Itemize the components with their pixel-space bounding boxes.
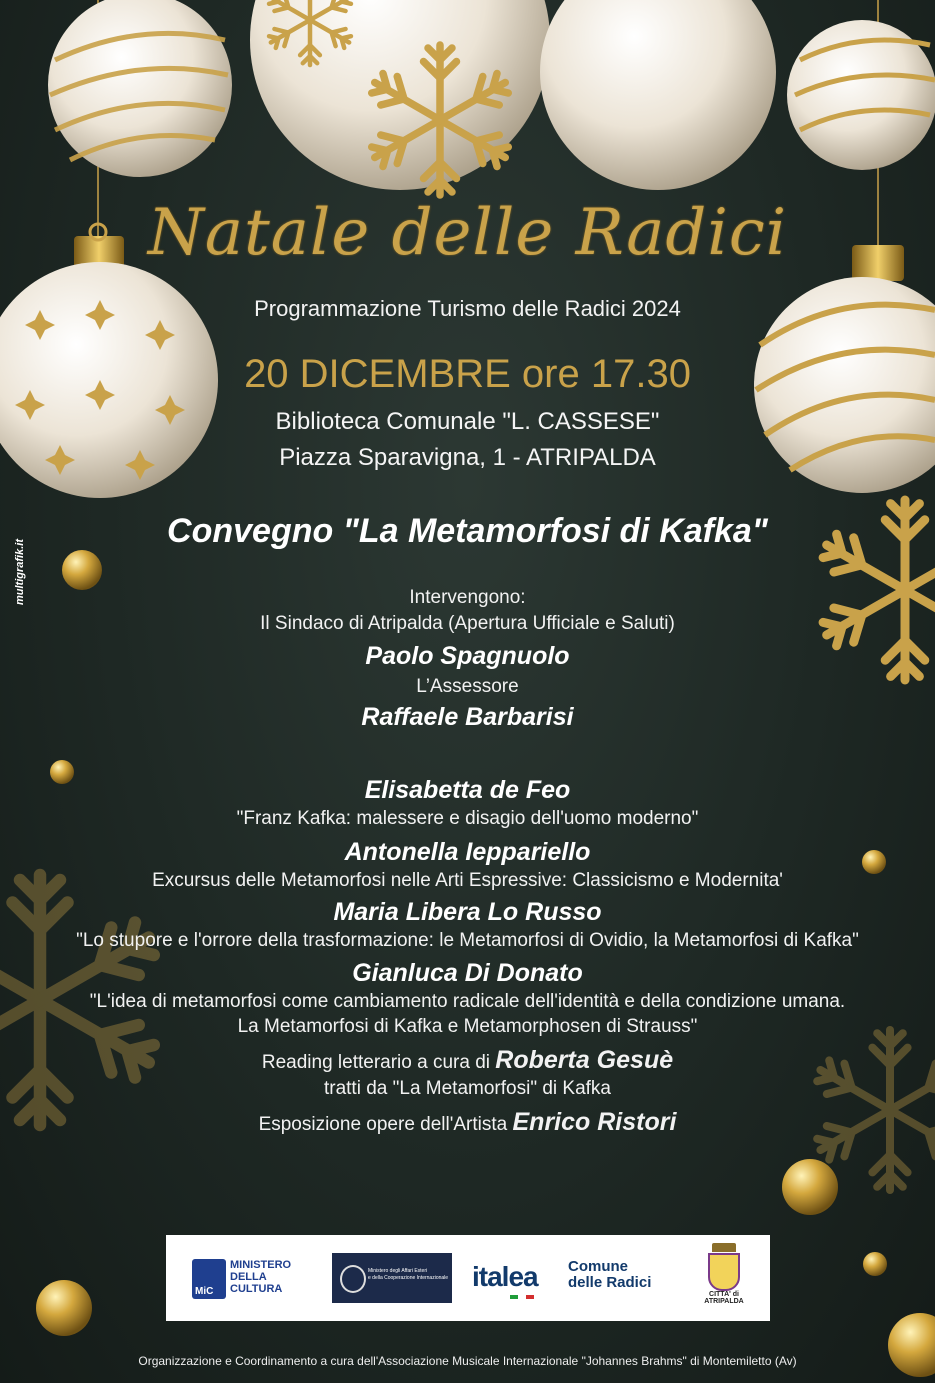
speaker-name: Gianluca Di Donato [352,959,583,987]
event-heading: Convegno "La Metamorfosi di Kafka" [167,512,768,550]
citta-line-1: CITTA' di [709,1291,739,1298]
reading-name: Roberta Gesuè [495,1046,674,1074]
speaker-topic: "Lo stupore e l'orrore della trasformazione: le Metamorfosi di Ovidio, la Metamorfosi di Kafka" [76,930,859,951]
mic-badge: MiC [195,1286,214,1297]
italea-logo [472,1261,558,1301]
mic-emblem [192,1259,226,1299]
speaker-topic-continued: La Metamorfosi di Kafka e Metamorphosen di Strauss" [237,1016,698,1037]
assessor-role: L’Assessore [416,676,519,697]
reading-prefix: Reading letterario a cura di [261,1052,490,1073]
page-title: Natale delle Radici [147,196,788,270]
subtitle: Programmazione Turismo delle Radici 2024 [254,296,681,321]
mic-line-3: CULTURA [230,1283,283,1295]
mic-logo [192,1259,308,1301]
reading-detail: tratti da "La Metamorfosi" di Kafka [323,1078,611,1099]
event-date: 20 DICEMBRE ore 17.30 [244,352,691,396]
side-credit: multigrafik.it [14,538,26,605]
sponsor-logos [166,1235,770,1321]
speaker-name: Antonella Ieppariello [344,838,591,866]
speaker-topic: "Franz Kafka: malessere e disagio dell'uomo moderno" [236,808,699,829]
atripalda-logo [694,1243,754,1317]
speaker-topic: "L'idea di metamorfosi come cambiamento radicale dell'identità e della condizione umana. [89,991,846,1012]
citta-line-2: ATRIPALDA [704,1298,744,1305]
exhibition-line [0,1108,935,1137]
assessor-name: Raffaele Barbarisi [361,703,574,731]
reading-line [0,1046,935,1075]
italea-wordmark: italea [472,1261,538,1292]
venue-line-1: Biblioteca Comunale "L. CASSESE" [275,408,660,435]
speaker-name: Elisabetta de Feo [364,776,571,804]
republic-emblem-icon [340,1265,366,1293]
comune-line-2: delle Radici [568,1274,652,1291]
exhibition-name: Enrico Ristori [512,1108,677,1136]
mayor-role: Il Sindaco di Atripalda (Apertura Ufficiale e Saluti) [260,613,675,634]
crown-icon [712,1243,736,1252]
mic-line-1: MINISTERO [230,1259,292,1271]
venue-line-2: Piazza Sparavigna, 1 - ATRIPALDA [279,444,656,471]
mic-line-2: DELLA [230,1271,267,1283]
flag-icon [510,1295,534,1299]
coat-of-arms-icon [708,1253,740,1291]
speaker-topic: Excursus delle Metamorfosi nelle Arti Espressive: Classicismo e Modernita' [152,870,783,891]
esteri-line-1: Ministero degli Affari Esteri [368,1268,428,1274]
speakers-intro: Intervengono: [409,587,526,608]
speaker-name: Maria Libera Lo Russo [333,898,602,926]
footer-credit: Organizzazione e Coordinamento a cura dell'Associazione Musicale Internazionale "Johannes Brahms" di Montemiletto (Av) [138,1354,797,1368]
esteri-logo [332,1253,452,1303]
comune-radici-logo [568,1259,651,1291]
exhibition-prefix: Esposizione opere dell'Artista [258,1114,508,1135]
comune-line-1: Comune [568,1258,628,1275]
mayor-name: Paolo Spagnuolo [365,642,570,670]
esteri-line-2: e della Cooperazione Internazionale [368,1275,449,1281]
